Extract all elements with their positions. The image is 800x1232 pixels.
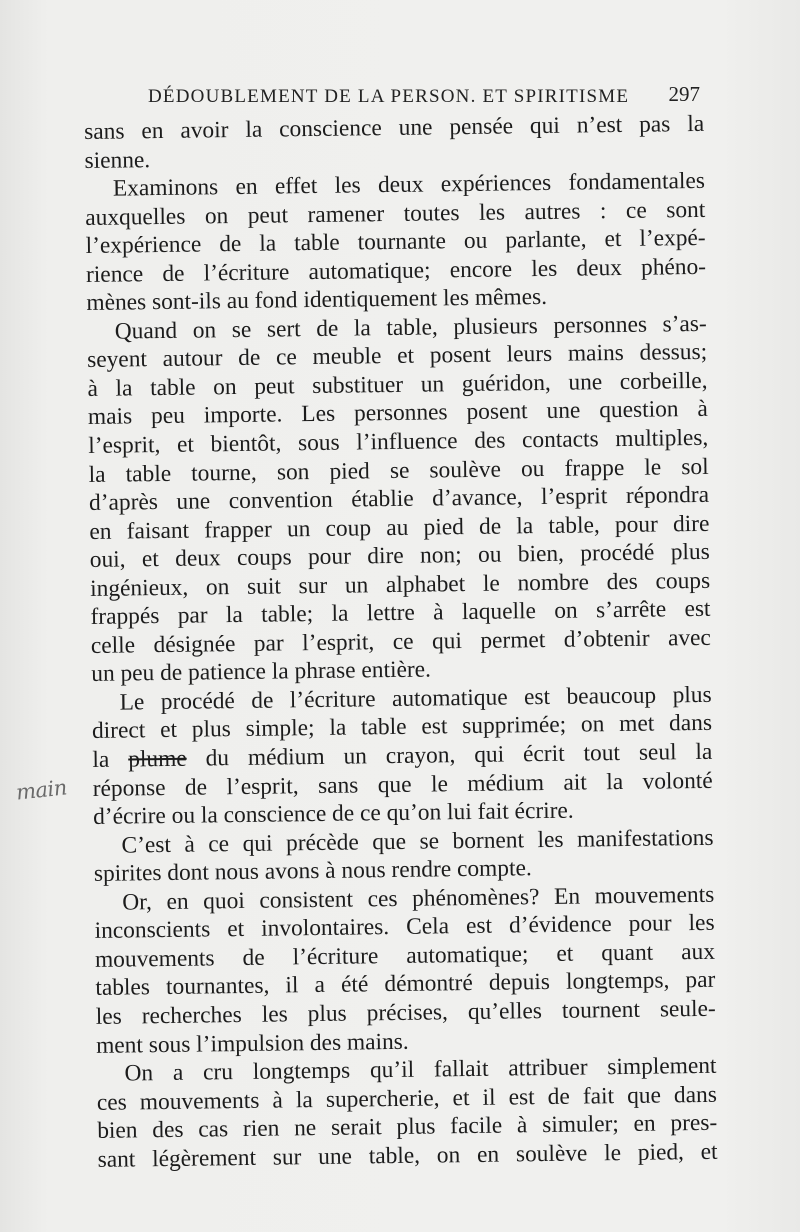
text-fragment: du médium un crayon, qui écrit tout seul la <box>186 738 713 772</box>
handwritten-margin-note: main <box>14 775 68 805</box>
text-line: sienne. <box>84 146 151 174</box>
text-line: frappés par la table; la lettre à laquelle on s’arrête est <box>90 596 711 631</box>
text-line: réponse de l’esprit, sans que le médium ait la volonté <box>92 767 713 802</box>
text-line: bien des cas rien ne serait plus facile à simuler; en pres- <box>97 1109 718 1145</box>
text-line: sans en avoir la conscience une pensée qui n’est pas la <box>84 110 705 145</box>
text-line: seyent autour de ce meuble et posent leurs mains dessus; <box>87 339 708 374</box>
page-number: 297 <box>668 82 700 106</box>
text-line: rience de l’écriture automatique; encore les deux phéno- <box>85 253 707 288</box>
text-line: spirites dont nous avons à nous rendre compte. <box>93 855 532 888</box>
struck-word: plume <box>128 745 187 773</box>
text-line: d’après une convention établie d’avance, l’esprit répondra <box>88 481 710 517</box>
text-line: à la table on peut substituer un guéridon, une corbeille, <box>87 367 708 402</box>
text-line: un peu de patience la phrase entière. <box>91 656 432 688</box>
text-line: d’écrire ou la conscience de ce qu’on lui fait écrire. <box>92 797 574 831</box>
text-line: en faisant frapper un coup au pied de la table, pour dire <box>89 510 710 545</box>
text-line: On a cru longtemps qu’il fallait attribuer simplement <box>124 1052 717 1087</box>
body-text <box>84 110 718 1174</box>
text-line: mouvements de l’écriture automatique; et quant aux <box>94 938 716 973</box>
text-line: C’est à ce qui précède que se bornent les manifestations <box>121 824 714 859</box>
text-line: inconscients et involontaires. Cela est d’évidence pour les <box>94 910 715 945</box>
text-line: auxquelles on peut ramener toutes les autres : ce sont <box>85 196 706 231</box>
text-line: l’expérience de la table tournante ou parlante, et l’expé- <box>85 225 706 260</box>
text-line: Examinons en effet les deux expériences fondamentales <box>112 167 706 202</box>
text-line: mais peu importe. Les personnes posent une question à <box>87 396 709 431</box>
text-line: direct et plus simple; la table est supprimée; on met dans <box>91 710 713 745</box>
text-fragment: la <box>92 746 129 773</box>
text-line: ces mouvements à la supercherie, et il est de fait que dans <box>96 1081 718 1116</box>
text-line: les recherches les plus précises, qu’elles tournent seule- <box>95 995 716 1030</box>
running-header <box>148 82 700 112</box>
text-line: ment sous l’impulsion des mains. <box>95 1028 409 1059</box>
text-line: Or, en quoi consistent ces phénomènes? En mouvements <box>122 881 715 916</box>
text-line: oui, et deux coups pour dire non; ou bien, procédé plus <box>89 539 710 574</box>
running-title: DÉDOUBLEMENT DE LA PERSON. ET SPIRITISME <box>148 86 630 107</box>
text-line: Quand on se sert de la table, plusieurs personnes s’as- <box>114 310 707 345</box>
text-line: ingénieux, on suit sur un alphabet le nombre des coups <box>89 567 711 602</box>
text-line: tables tournantes, il a été démontré depuis longtemps, par <box>95 967 716 1002</box>
text-line: celle désignée par l’esprit, ce qui permet d’obtenir avec <box>90 624 712 659</box>
text-line: mènes sont-ils au fond identiquement les mêmes. <box>86 284 548 317</box>
text-line: la table tourne, son pied se soulève ou frappe le sol <box>88 453 709 488</box>
text-line: sant légèrement sur une table, on en soulève le pied, et <box>97 1138 718 1173</box>
text-line: l’esprit, et bientôt, sous l’influence des contacts multiples, <box>88 424 709 459</box>
text-line: Le procédé de l’écriture automatique est beaucoup plus <box>119 681 712 716</box>
